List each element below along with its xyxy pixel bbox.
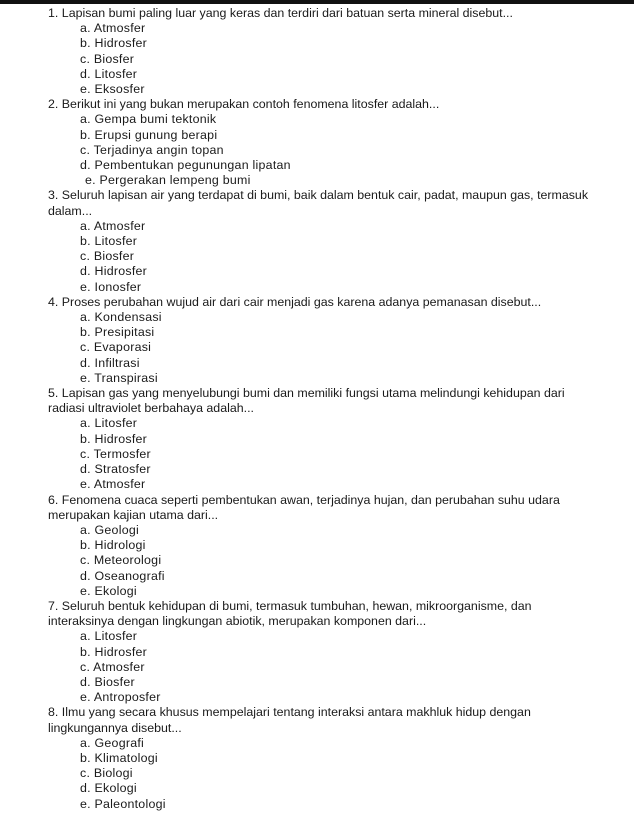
option-d: d. Litosfer	[80, 66, 138, 81]
question-text	[0, 188, 634, 218]
option-b: b. Klimatologi	[80, 750, 158, 765]
question-2	[0, 97, 634, 188]
question-prompt: Ilmu yang secara khusus mempelajari tentang interaksi antara makhluk hidup dengan lingkungannya disebut...	[48, 705, 531, 735]
question-6	[0, 493, 634, 599]
option-a: a. Atmosfer	[80, 21, 146, 36]
option-a: a. Litosfer	[80, 416, 138, 431]
option-e: e. Atmosfer	[80, 477, 146, 492]
option-e: e. Paleontologi	[80, 796, 166, 811]
option-a: a. Geologi	[80, 522, 139, 537]
question-number: 7.	[48, 598, 59, 613]
option-a: a. Geografi	[80, 735, 145, 750]
option-c: c. Evaporasi	[80, 340, 152, 355]
option-d: d. Infiltrasi	[80, 355, 140, 370]
question-text	[0, 295, 634, 310]
question-text	[0, 6, 634, 21]
option-d: d. Pembentukan pegunungan lipatan	[80, 158, 291, 173]
question-text	[0, 493, 634, 523]
option-c: c. Biosfer	[80, 51, 135, 66]
question-8	[0, 705, 634, 811]
option-a: a. Litosfer	[80, 629, 138, 644]
option-b: b. Hidrosfer	[80, 36, 148, 51]
question-text	[0, 97, 634, 112]
question-prompt: Berikut ini yang bukan merupakan contoh fenomena litosfer adalah...	[61, 97, 440, 112]
question-3	[0, 188, 634, 294]
option-b: b. Erupsi gunung berapi	[80, 127, 218, 142]
option-b: b. Hidrosfer	[80, 431, 148, 446]
question-1	[0, 6, 634, 97]
option-c: c. Biologi	[80, 766, 133, 781]
question-number: 2.	[48, 97, 59, 112]
quiz-sheet	[0, 6, 634, 812]
option-e: e. Ekologi	[80, 583, 137, 598]
question-prompt: Fenomena cuaca seperti pembentukan awan, terjadinya hujan, dan perubahan suhu udara merupakan kajian utama dari...	[48, 492, 560, 522]
option-c: c. Terjadinya angin topan	[80, 142, 224, 157]
option-d: d. Stratosfer	[80, 462, 151, 477]
option-c: c. Atmosfer	[80, 659, 145, 674]
option-b: b. Litosfer	[80, 234, 138, 249]
option-e: e. Pergerakan lempeng bumi	[85, 173, 251, 188]
question-number: 1.	[48, 6, 59, 20]
option-c: c. Biosfer	[80, 249, 135, 264]
option-b: b. Hidrologi	[80, 538, 146, 553]
option-e: e. Transpirasi	[80, 370, 158, 385]
question-prompt: Seluruh bentuk kehidupan di bumi, termasuk tumbuhan, hewan, mikroorganisme, dan interaksinya dengan lingkungan abiotik, merupakan komponen dari...	[48, 598, 532, 629]
option-d: d. Biosfer	[80, 674, 135, 689]
question-7	[0, 599, 634, 705]
option-e: e. Ionosfer	[80, 279, 142, 294]
question-number: 6.	[48, 492, 59, 507]
option-d: d. Ekologi	[80, 781, 137, 796]
option-d: d. Oseanografi	[80, 568, 165, 583]
option-a: a. Kondensasi	[80, 310, 162, 325]
question-text	[0, 386, 634, 416]
top-edge-bar	[0, 0, 634, 4]
question-number: 3.	[48, 188, 59, 203]
question-4	[0, 295, 634, 386]
option-c: c. Meteorologi	[80, 553, 162, 568]
question-number: 8.	[48, 705, 59, 720]
option-c: c. Termosfer	[80, 446, 151, 461]
option-e: e. Antroposfer	[80, 690, 161, 705]
option-a: a. Atmosfer	[80, 218, 146, 233]
option-b: b. Presipitasi	[80, 325, 155, 340]
question-prompt: Seluruh lapisan air yang terdapat di bumi, baik dalam bentuk cair, padat, maupun gas, termasuk dalam...	[48, 188, 589, 218]
question-number: 4.	[48, 294, 59, 309]
question-prompt: Lapisan bumi paling luar yang keras dan terdiri dari batuan serta mineral disebut...	[61, 6, 513, 20]
option-a: a. Gempa bumi tektonik	[80, 112, 217, 127]
question-number: 5.	[48, 386, 59, 401]
question-text	[0, 705, 634, 735]
question-prompt: Lapisan gas yang menyelubungi bumi dan memiliki fungsi utama melindungi kehidupan dari radiasi ultraviolet berbahaya adalah...	[48, 386, 565, 416]
question-text	[0, 599, 634, 629]
option-b: b. Hidrosfer	[80, 644, 148, 659]
option-e: e. Eksosfer	[80, 82, 145, 97]
option-d: d. Hidrosfer	[80, 264, 148, 279]
question-prompt: Proses perubahan wujud air dari cair menjadi gas karena adanya pemanasan disebut...	[61, 294, 542, 309]
question-5	[0, 386, 634, 492]
